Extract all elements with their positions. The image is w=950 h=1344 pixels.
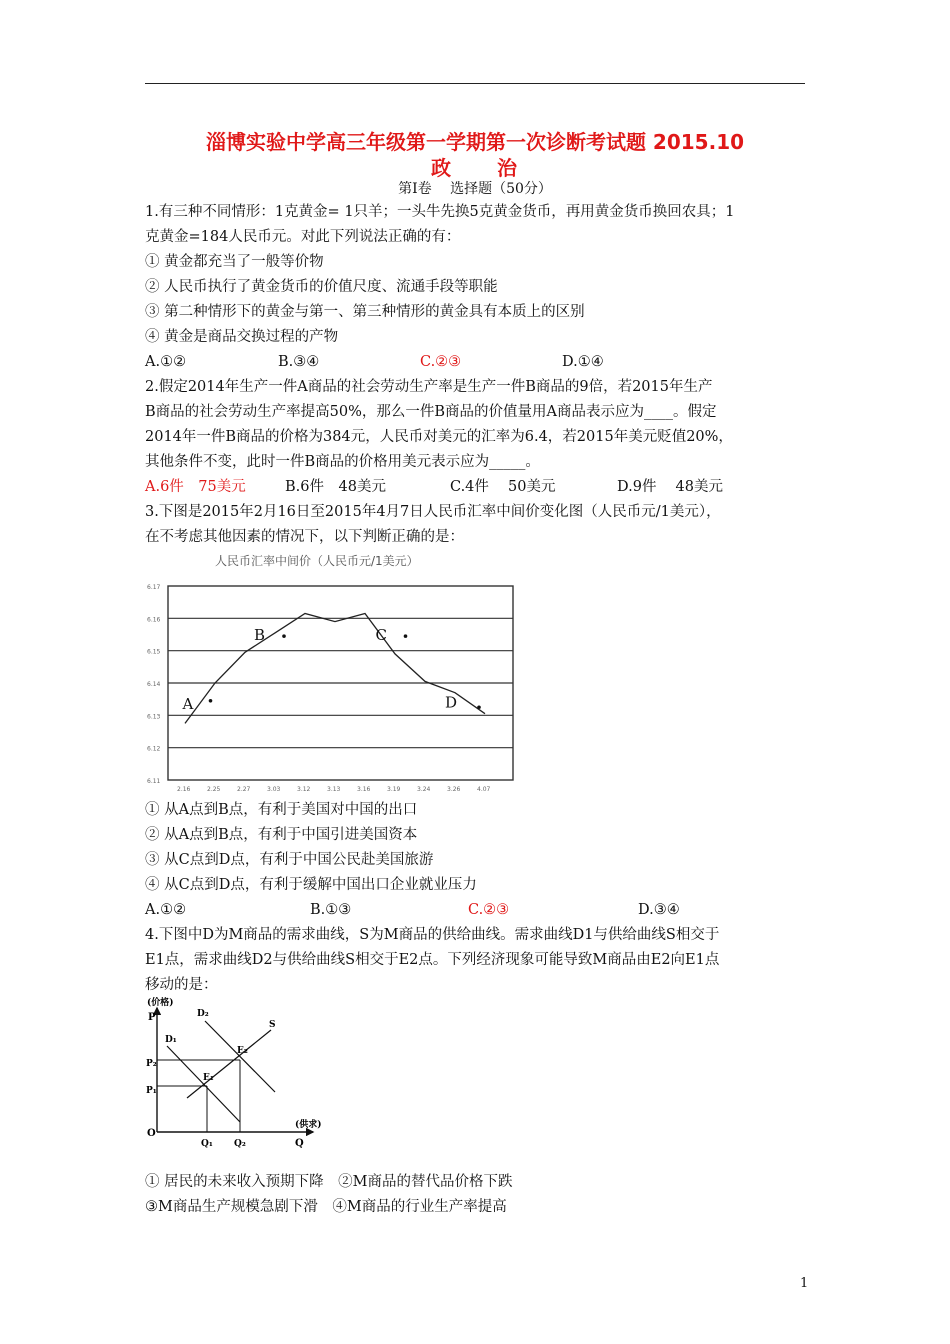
q3-option-a: A.①② (145, 902, 187, 918)
q3-statement-3: ③ 从C点到D点，有利于中国公民赴美国旅游 (145, 852, 434, 868)
q4-stem-line3: 移动的是： (145, 977, 218, 993)
x-tick-label: 3.26 (447, 786, 461, 793)
chart-gridlines (168, 618, 513, 747)
chart-title: 人民币汇率中间价（人民币元/1美元） (215, 554, 419, 568)
price-axis-label: (价格) (147, 998, 174, 1008)
label-p1: P₁ (146, 1086, 157, 1096)
point-marker-a (209, 699, 213, 703)
q3-statement-1: ① 从A点到B点，有利于美国对中国的出口 (145, 802, 418, 818)
q4-stem-line2: E1点，需求曲线D2与供给曲线S相交于E2点。下列经济现象可能导致M商品由E2向E1点 (145, 952, 720, 968)
page-number: 1 (800, 1276, 809, 1291)
q3-option-c-answer: C.②③ (468, 902, 510, 918)
exchange-rate-chart (145, 548, 515, 800)
q3-option-b: B.①③ (310, 902, 352, 918)
q3-statement-2: ② 从A点到B点，有利于中国引进美国资本 (145, 827, 418, 843)
x-tick-label: 3.19 (387, 786, 401, 793)
point-label-d: D (445, 693, 458, 712)
x-tick-label: 3.24 (417, 786, 431, 793)
y-tick-label: 6.15 (147, 648, 161, 656)
q1-stem-line2: 克黄金=184人民币元。对此下列说法正确的有： (145, 229, 461, 245)
x-tick-label: 2.25 (207, 786, 221, 793)
point-marker-c (404, 634, 408, 638)
x-tick-label: 3.13 (327, 786, 341, 793)
q4-statements-3-4: ③M商品生产规模急剧下滑 ④M商品的行业生产率提高 (145, 1199, 507, 1215)
chart-point-labels (182, 626, 481, 713)
q1-statement-1: ① 黄金都充当了一般等价物 (145, 254, 324, 270)
label-q2: Q₂ (234, 1139, 246, 1149)
q3-stem-line1: 3.下图是2015年2月16日至2015年4月7日人民币汇率中间价变化图（人民币元/1美元）， (145, 504, 721, 520)
q1-statement-2: ② 人民币执行了黄金货币的价值尺度、流通手段等职能 (145, 279, 498, 295)
x-tick-label: 4.07 (477, 786, 491, 793)
y-tick-label: 6.17 (147, 584, 161, 591)
q2-stem-line3: 2014年一件B商品的价格为384元，人民币对美元的汇率为6.4，若2015年美元贬值20%， (145, 429, 733, 445)
y-tick-label: 6.16 (147, 616, 161, 624)
point-label-a: A (182, 694, 194, 713)
q2-option-d: D.9件 48美元 (617, 479, 724, 495)
x-tick-label: 2.27 (237, 786, 251, 793)
q1-statement-4: ④ 黄金是商品交换过程的产物 (145, 329, 339, 345)
point-label-b: B (254, 626, 266, 645)
x-tick-label: 3.03 (267, 786, 281, 793)
chart-y-ticks (147, 584, 161, 785)
label-origin: O (147, 1128, 156, 1139)
label-q1: Q₁ (201, 1139, 213, 1149)
label-q: Q (295, 1138, 304, 1149)
y-tick-label: 6.13 (147, 713, 161, 721)
supply-curve-s (187, 1030, 271, 1098)
x-tick-label: 2.16 (177, 786, 191, 793)
q1-option-d: D.①④ (562, 354, 604, 370)
q2-option-a-answer: A.6件 75美元 (145, 479, 246, 495)
q4-stem-line1: 4.下图中D为M商品的需求曲线，S为M商品的供给曲线。需求曲线D1与供给曲线S相交于 (145, 927, 720, 943)
x-tick-label: 3.12 (297, 786, 311, 793)
q1-option-a: A.①② (145, 354, 187, 370)
q2-stem-line4: 其他条件不变，此时一件B商品的价格用美元表示应为_____。 (145, 454, 540, 470)
q4-statements-1-2: ① 居民的未来收入预期下降 ②M商品的替代品价格下跌 (145, 1174, 513, 1190)
q2-option-b: B.6件 48美元 (285, 479, 386, 495)
q3-statement-4: ④ 从C点到D点，有利于缓解中国出口企业就业压力 (145, 877, 477, 893)
q3-option-d: D.③④ (638, 902, 680, 918)
label-e1: E₁ (203, 1073, 214, 1083)
header-rule (145, 83, 805, 84)
point-marker-b (282, 634, 286, 638)
x-tick-label: 3.16 (357, 786, 371, 793)
q1-option-b: B.③④ (278, 354, 320, 370)
demand-curve-d1 (167, 1046, 240, 1122)
q1-statement-3: ③ 第二种情形下的黄金与第一、第三种情形的黄金具有本质上的区别 (145, 304, 585, 320)
point-label-c: C (375, 626, 387, 645)
q2-option-c: C.4件 50美元 (450, 479, 556, 495)
supply-axis-label: (供求) (295, 1120, 322, 1130)
y-tick-label: 6.14 (147, 681, 161, 688)
label-d1: D₁ (165, 1035, 177, 1045)
q2-stem-line2: B商品的社会劳动生产率提高50%，那么一件B商品的价值量用A商品表示应为____。假定 (145, 404, 717, 420)
exchange-rate-line (185, 614, 485, 724)
q3-stem-line2: 在不考虑其他因素的情况下，以下判断正确的是： (145, 529, 464, 545)
section-heading: 第Ⅰ卷 选择题（50分） (398, 181, 552, 197)
y-tick-label: 6.12 (147, 745, 161, 753)
y-tick-label: 6.11 (147, 778, 161, 785)
q1-option-c-answer: C.②③ (420, 354, 462, 370)
q2-stem-line1: 2.假定2014年生产一件A商品的社会劳动生产率是生产一件B商品的9倍，若2015年生产 (145, 379, 713, 395)
label-p: P (148, 1012, 156, 1023)
q1-stem-line1: 1.有三种不同情形：1克黄金= 1只羊；一头牛先换5克黄金货币，再用黄金货币换回农具；1 (145, 204, 735, 220)
label-s: S (269, 1020, 276, 1030)
chart-x-ticks (177, 786, 491, 793)
label-e2: E₂ (237, 1046, 248, 1056)
label-d2: D₂ (197, 1009, 209, 1019)
point-marker-d (477, 705, 481, 709)
subject-title: 政 治 (431, 156, 519, 180)
exam-title: 淄博实验中学高三年级第一学期第一次诊断考试题 2015.10 (205, 130, 745, 154)
label-p2: P₂ (146, 1059, 157, 1069)
supply-demand-diagram (145, 994, 330, 1154)
